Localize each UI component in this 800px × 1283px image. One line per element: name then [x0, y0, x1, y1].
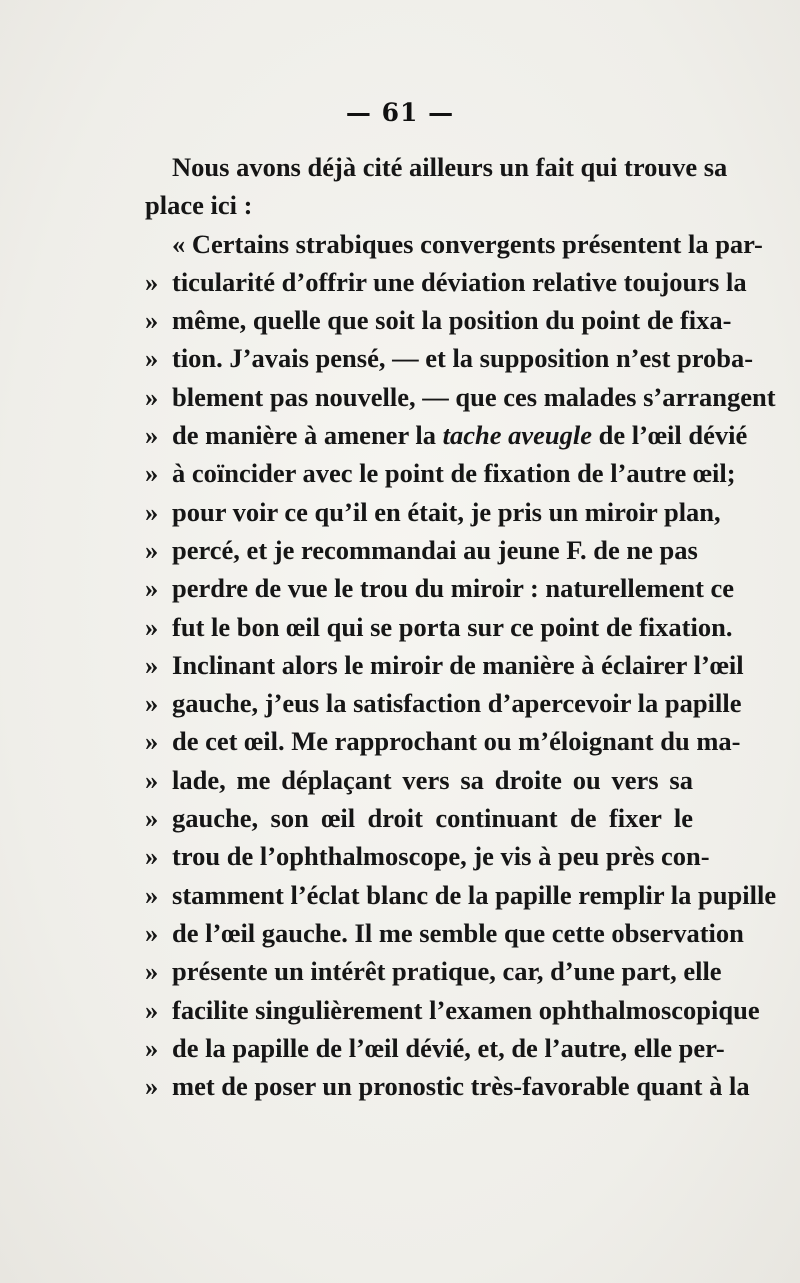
line-text: place ici :: [145, 190, 253, 221]
quote-marker: »: [145, 649, 159, 680]
quote-marker: »: [145, 534, 159, 565]
line-text: lade, me déplaçant vers sa droite ou vers sa: [172, 764, 693, 795]
line-text: de la papille de l’œil dévié, et, de l’autre, elle per-: [172, 1032, 725, 1063]
line-text: gauche, j’eus la satisfaction d’apercevoir la papille: [172, 688, 742, 719]
text-line: [145, 416, 748, 454]
text-line: [145, 531, 698, 569]
quote-marker: »: [145, 496, 159, 527]
body-text: [145, 148, 777, 1105]
text-line: [145, 837, 710, 875]
line-text-after: de l’œil dévié: [591, 420, 748, 451]
text-line: [145, 991, 760, 1029]
quote-marker: »: [145, 420, 159, 451]
text-line: [145, 608, 733, 646]
line-text-before: de manière à amener la: [172, 420, 443, 451]
text-line: [145, 493, 721, 531]
quote-marker: »: [145, 917, 159, 948]
line-text: tion. J’avais pensé, — et la supposition n’est proba-: [172, 343, 754, 374]
text-line: [145, 225, 763, 263]
line-text: à coïncider avec le point de fixation de l’autre œil;: [172, 458, 736, 489]
quote-marker: »: [145, 1071, 159, 1102]
quote-marker: »: [145, 381, 159, 412]
line-text: de cet œil. Me rapprochant ou m’éloignant du ma-: [172, 726, 741, 757]
line-text: gauche, son œil droit continuant de fixer le: [172, 803, 693, 834]
line-text-with-italic: [172, 416, 748, 454]
text-line: [145, 914, 744, 952]
line-text: facilite singulièrement l’examen ophthalmoscopique: [172, 994, 760, 1025]
text-line: [145, 569, 735, 607]
text-line: [145, 876, 777, 914]
text-line: [145, 301, 732, 339]
text-line: [145, 684, 742, 722]
line-text: stamment l’éclat blanc de la papille remplir la pupille: [172, 879, 777, 910]
quote-marker: »: [145, 726, 159, 757]
line-text: Inclinant alors le miroir de manière à éclairer l’œil: [172, 649, 744, 680]
text-line: [145, 378, 776, 416]
line-text: pour voir ce qu’il en était, je pris un miroir plan,: [172, 496, 721, 527]
quote-marker: »: [145, 305, 159, 336]
text-line: [145, 952, 722, 990]
text-line: [145, 722, 741, 760]
line-text: met de poser un pronostic très-favorable quant à la: [172, 1071, 750, 1102]
text-line: [145, 263, 747, 301]
quote-marker: »: [145, 573, 159, 604]
line-text: perdre de vue le trou du miroir : naturellement ce: [172, 573, 735, 604]
quote-marker: »: [145, 841, 159, 872]
text-line: [145, 186, 693, 224]
text-line: [145, 646, 744, 684]
text-line: [145, 1067, 750, 1105]
line-text: présente un intérêt pratique, car, d’une part, elle: [172, 956, 722, 987]
quote-marker: »: [145, 879, 159, 910]
line-text: de l’œil gauche. Il me semble que cette observation: [172, 917, 744, 948]
quote-marker: »: [145, 611, 159, 642]
text-line: [145, 1029, 725, 1067]
text-line: [145, 148, 728, 186]
quote-marker: »: [145, 803, 159, 834]
text-line: [145, 454, 736, 492]
quote-marker: »: [145, 994, 159, 1025]
italic-term: tache aveugle: [442, 420, 592, 451]
line-text: Nous avons déjà cité ailleurs un fait qui trouve sa: [172, 152, 728, 182]
quote-marker: »: [145, 266, 159, 297]
line-text: fut le bon œil qui se porta sur ce point de fixation.: [172, 611, 733, 642]
text-line: [145, 339, 754, 377]
quote-marker: »: [145, 956, 159, 987]
quote-marker: »: [145, 458, 159, 489]
line-text: percé, et je recommandai au jeune F. de ne pas: [172, 534, 698, 565]
line-text: trou de l’ophthalmoscope, je vis à peu près con-: [172, 841, 710, 872]
quote-marker: »: [145, 764, 159, 795]
quote-marker: »: [145, 688, 159, 719]
line-text: blement pas nouvelle, — que ces malades s’arrangent: [172, 381, 776, 412]
text-line: [145, 799, 693, 837]
text-line: [145, 761, 693, 799]
line-text: ticularité d’offrir une déviation relative toujours la: [172, 266, 747, 297]
quote-marker: »: [145, 1032, 159, 1063]
line-text: même, quelle que soit la position du point de fixa-: [172, 305, 732, 336]
page-number: — 61 —: [345, 98, 455, 127]
quote-marker: »: [145, 343, 159, 374]
line-text: « Certains strabiques convergents présentent la par-: [172, 228, 763, 259]
